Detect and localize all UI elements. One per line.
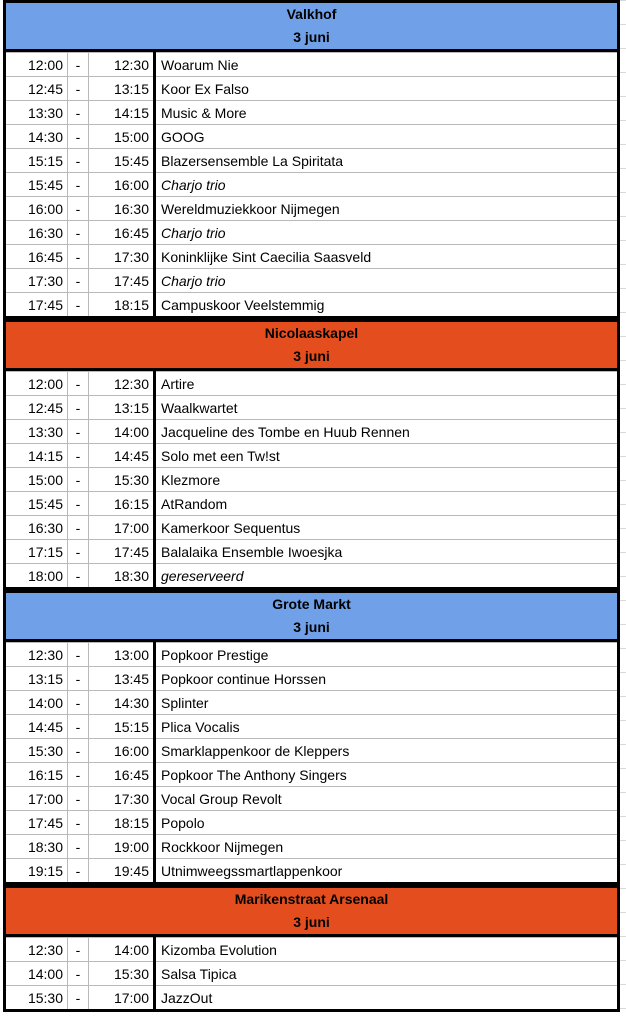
table-row	[5, 245, 619, 269]
separator-cell[interactable]: -	[68, 811, 89, 835]
venue-date: 3 juni	[293, 914, 330, 930]
separator-cell[interactable]: -	[68, 197, 89, 221]
separator-cell[interactable]: -	[68, 859, 89, 884]
start-time-cell[interactable]: 15:00	[5, 468, 68, 492]
separator-cell[interactable]: -	[68, 269, 89, 293]
start-time-cell[interactable]: 15:45	[5, 173, 68, 197]
end-time-cell[interactable]: 19:45	[89, 859, 155, 884]
start-time-cell[interactable]: 12:30	[5, 643, 68, 667]
table-row	[5, 372, 619, 396]
act-name-cell[interactable]: Blazersensemble La Spiritata	[155, 149, 619, 173]
venue-header	[3, 0, 620, 52]
table-row	[5, 739, 619, 763]
start-time-cell[interactable]: 17:45	[5, 811, 68, 835]
table-row	[5, 691, 619, 715]
separator-cell[interactable]: -	[68, 444, 89, 468]
table-row	[5, 986, 619, 1011]
end-time-cell[interactable]: 12:30	[89, 372, 155, 396]
separator-cell[interactable]: -	[68, 540, 89, 564]
act-name-cell[interactable]: Artire	[155, 372, 619, 396]
act-name-cell[interactable]: Klezmore	[155, 468, 619, 492]
end-time-cell[interactable]: 14:00	[89, 420, 155, 444]
end-time-cell[interactable]: 18:30	[89, 564, 155, 589]
start-time-cell[interactable]: 16:45	[5, 245, 68, 269]
act-name-cell[interactable]: Wereldmuziekkoor Nijmegen	[155, 197, 619, 221]
separator-cell[interactable]: -	[68, 986, 89, 1011]
act-name-cell[interactable]: Waalkwartet	[155, 396, 619, 420]
table-row	[5, 125, 619, 149]
act-name-cell[interactable]: Utnimweegssmartlappenkoor	[155, 859, 619, 884]
end-time-cell[interactable]: 14:30	[89, 691, 155, 715]
start-time-cell[interactable]: 12:00	[5, 53, 68, 77]
end-time-cell[interactable]: 17:00	[89, 516, 155, 540]
act-name-cell[interactable]: gereserveerd	[155, 564, 619, 589]
end-time-cell[interactable]: 12:30	[89, 53, 155, 77]
venue-name: Valkhof	[286, 6, 337, 22]
table-row	[5, 197, 619, 221]
end-time-cell[interactable]: 16:00	[89, 739, 155, 763]
start-time-cell[interactable]: 17:30	[5, 269, 68, 293]
end-time-cell[interactable]: 15:30	[89, 962, 155, 986]
table-row	[5, 173, 619, 197]
table-row	[5, 101, 619, 125]
table-row	[5, 643, 619, 667]
table-row	[5, 468, 619, 492]
venue-date: 3 juni	[293, 619, 330, 635]
start-time-cell[interactable]: 18:30	[5, 835, 68, 859]
start-time-cell[interactable]: 16:15	[5, 763, 68, 787]
table-row	[5, 667, 619, 691]
start-time-cell[interactable]: 14:30	[5, 125, 68, 149]
end-time-cell[interactable]: 15:00	[89, 125, 155, 149]
venue-name: Grote Markt	[272, 596, 351, 612]
start-time-cell[interactable]: 14:00	[5, 962, 68, 986]
venue-name: Nicolaaskapel	[264, 325, 359, 341]
end-time-cell[interactable]: 18:15	[89, 293, 155, 318]
venue-header	[3, 590, 620, 642]
act-name-cell[interactable]: Charjo trio	[155, 173, 619, 197]
act-name-cell[interactable]: Smarklappenkoor de Kleppers	[155, 739, 619, 763]
table-row	[5, 444, 619, 468]
act-name-cell[interactable]: Woarum Nie	[155, 53, 619, 77]
act-name-cell[interactable]: Popkoor The Anthony Singers	[155, 763, 619, 787]
start-time-cell[interactable]: 16:00	[5, 197, 68, 221]
separator-cell[interactable]: -	[68, 763, 89, 787]
separator-cell[interactable]: -	[68, 739, 89, 763]
start-time-cell[interactable]: 17:45	[5, 293, 68, 318]
separator-cell[interactable]: -	[68, 101, 89, 125]
table-row	[5, 859, 619, 884]
act-name-cell[interactable]: Charjo trio	[155, 269, 619, 293]
venue-header	[3, 319, 620, 371]
end-time-cell[interactable]: 15:30	[89, 468, 155, 492]
venue-header	[3, 885, 620, 937]
table-row	[5, 293, 619, 318]
end-time-cell[interactable]: 14:15	[89, 101, 155, 125]
separator-cell[interactable]: -	[68, 396, 89, 420]
separator-cell[interactable]: -	[68, 468, 89, 492]
separator-cell[interactable]: -	[68, 53, 89, 77]
schedule-table	[3, 52, 620, 319]
act-name-cell[interactable]: Jacqueline des Tombe en Huub Rennen	[155, 420, 619, 444]
end-time-cell[interactable]: 13:15	[89, 77, 155, 101]
act-name-cell[interactable]: Rockkoor Nijmegen	[155, 835, 619, 859]
start-time-cell[interactable]: 13:30	[5, 420, 68, 444]
start-time-cell[interactable]: 15:45	[5, 492, 68, 516]
end-time-cell[interactable]: 14:45	[89, 444, 155, 468]
act-name-cell[interactable]: Kizomba Evolution	[155, 938, 619, 962]
act-name-cell[interactable]: GOOG	[155, 125, 619, 149]
act-name-cell[interactable]: Salsa Tipica	[155, 962, 619, 986]
venue-date: 3 juni	[293, 29, 330, 45]
separator-cell[interactable]: -	[68, 691, 89, 715]
start-time-cell[interactable]: 17:00	[5, 787, 68, 811]
start-time-cell[interactable]: 19:15	[5, 859, 68, 884]
separator-cell[interactable]: -	[68, 835, 89, 859]
end-time-cell[interactable]: 17:45	[89, 269, 155, 293]
start-time-cell[interactable]: 15:30	[5, 986, 68, 1011]
venue-name: Marikenstraat Arsenaal	[234, 891, 389, 907]
end-time-cell[interactable]: 15:45	[89, 149, 155, 173]
separator-cell[interactable]: -	[68, 715, 89, 739]
act-name-cell[interactable]: JazzOut	[155, 986, 619, 1011]
start-time-cell[interactable]: 14:15	[5, 444, 68, 468]
end-time-cell[interactable]: 13:00	[89, 643, 155, 667]
table-row	[5, 420, 619, 444]
schedule-table	[3, 371, 620, 590]
end-time-cell[interactable]: 16:00	[89, 173, 155, 197]
act-name-cell[interactable]: Popkoor continue Horssen	[155, 667, 619, 691]
table-row	[5, 564, 619, 589]
table-row	[5, 938, 619, 962]
act-name-cell[interactable]: Popolo	[155, 811, 619, 835]
table-row	[5, 763, 619, 787]
end-time-cell[interactable]: 16:45	[89, 763, 155, 787]
table-row	[5, 715, 619, 739]
separator-cell[interactable]: -	[68, 787, 89, 811]
end-time-cell[interactable]: 17:30	[89, 245, 155, 269]
separator-cell[interactable]: -	[68, 221, 89, 245]
end-time-cell[interactable]: 13:15	[89, 396, 155, 420]
table-row	[5, 811, 619, 835]
schedule-sheet	[3, 0, 620, 1012]
act-name-cell[interactable]: Koninklijke Sint Caecilia Saasveld	[155, 245, 619, 269]
table-row	[5, 149, 619, 173]
separator-cell[interactable]: -	[68, 173, 89, 197]
separator-cell[interactable]: -	[68, 962, 89, 986]
act-name-cell[interactable]: Splinter	[155, 691, 619, 715]
table-row	[5, 835, 619, 859]
act-name-cell[interactable]: Charjo trio	[155, 221, 619, 245]
table-row	[5, 492, 619, 516]
end-time-cell[interactable]: 17:30	[89, 787, 155, 811]
act-name-cell[interactable]: Plica Vocalis	[155, 715, 619, 739]
table-row	[5, 540, 619, 564]
schedule-table	[3, 642, 620, 885]
separator-cell[interactable]: -	[68, 293, 89, 318]
end-time-cell[interactable]: 18:15	[89, 811, 155, 835]
start-time-cell[interactable]: 14:00	[5, 691, 68, 715]
act-name-cell[interactable]: Vocal Group Revolt	[155, 787, 619, 811]
start-time-cell[interactable]: 16:30	[5, 221, 68, 245]
separator-cell[interactable]: -	[68, 564, 89, 589]
separator-cell[interactable]: -	[68, 372, 89, 396]
end-time-cell[interactable]: 17:00	[89, 986, 155, 1011]
separator-cell[interactable]: -	[68, 938, 89, 962]
separator-cell[interactable]: -	[68, 643, 89, 667]
separator-cell[interactable]: -	[68, 149, 89, 173]
act-name-cell[interactable]: Campuskoor Veelstemmig	[155, 293, 619, 318]
table-row	[5, 53, 619, 77]
act-name-cell[interactable]: AtRandom	[155, 492, 619, 516]
table-row	[5, 269, 619, 293]
end-time-cell[interactable]: 13:45	[89, 667, 155, 691]
sheet-gridlines	[620, 0, 626, 1030]
end-time-cell[interactable]: 17:45	[89, 540, 155, 564]
end-time-cell[interactable]: 14:00	[89, 938, 155, 962]
end-time-cell[interactable]: 19:00	[89, 835, 155, 859]
separator-cell[interactable]: -	[68, 77, 89, 101]
start-time-cell[interactable]: 13:15	[5, 667, 68, 691]
separator-cell[interactable]: -	[68, 125, 89, 149]
act-name-cell[interactable]: Koor Ex Falso	[155, 77, 619, 101]
venue-date: 3 juni	[293, 348, 330, 364]
start-time-cell[interactable]: 12:30	[5, 938, 68, 962]
separator-cell[interactable]: -	[68, 245, 89, 269]
start-time-cell[interactable]: 12:45	[5, 396, 68, 420]
table-row	[5, 787, 619, 811]
table-row	[5, 962, 619, 986]
start-time-cell[interactable]: 16:30	[5, 516, 68, 540]
act-name-cell[interactable]: Music & More	[155, 101, 619, 125]
table-row	[5, 221, 619, 245]
start-time-cell[interactable]: 13:30	[5, 101, 68, 125]
schedule-table	[3, 937, 620, 1012]
table-row	[5, 516, 619, 540]
separator-cell[interactable]: -	[68, 516, 89, 540]
act-name-cell[interactable]: Balalaika Ensemble Iwoesjka	[155, 540, 619, 564]
start-time-cell[interactable]: 14:45	[5, 715, 68, 739]
separator-cell[interactable]: -	[68, 667, 89, 691]
act-name-cell[interactable]: Solo met een Tw!st	[155, 444, 619, 468]
start-time-cell[interactable]: 15:15	[5, 149, 68, 173]
start-time-cell[interactable]: 17:15	[5, 540, 68, 564]
separator-cell[interactable]: -	[68, 420, 89, 444]
start-time-cell[interactable]: 12:00	[5, 372, 68, 396]
start-time-cell[interactable]: 12:45	[5, 77, 68, 101]
end-time-cell[interactable]: 15:15	[89, 715, 155, 739]
act-name-cell[interactable]: Popkoor Prestige	[155, 643, 619, 667]
end-time-cell[interactable]: 16:15	[89, 492, 155, 516]
table-row	[5, 77, 619, 101]
start-time-cell[interactable]: 18:00	[5, 564, 68, 589]
act-name-cell[interactable]: Kamerkoor Sequentus	[155, 516, 619, 540]
end-time-cell[interactable]: 16:45	[89, 221, 155, 245]
separator-cell[interactable]: -	[68, 492, 89, 516]
end-time-cell[interactable]: 16:30	[89, 197, 155, 221]
start-time-cell[interactable]: 15:30	[5, 739, 68, 763]
table-row	[5, 396, 619, 420]
